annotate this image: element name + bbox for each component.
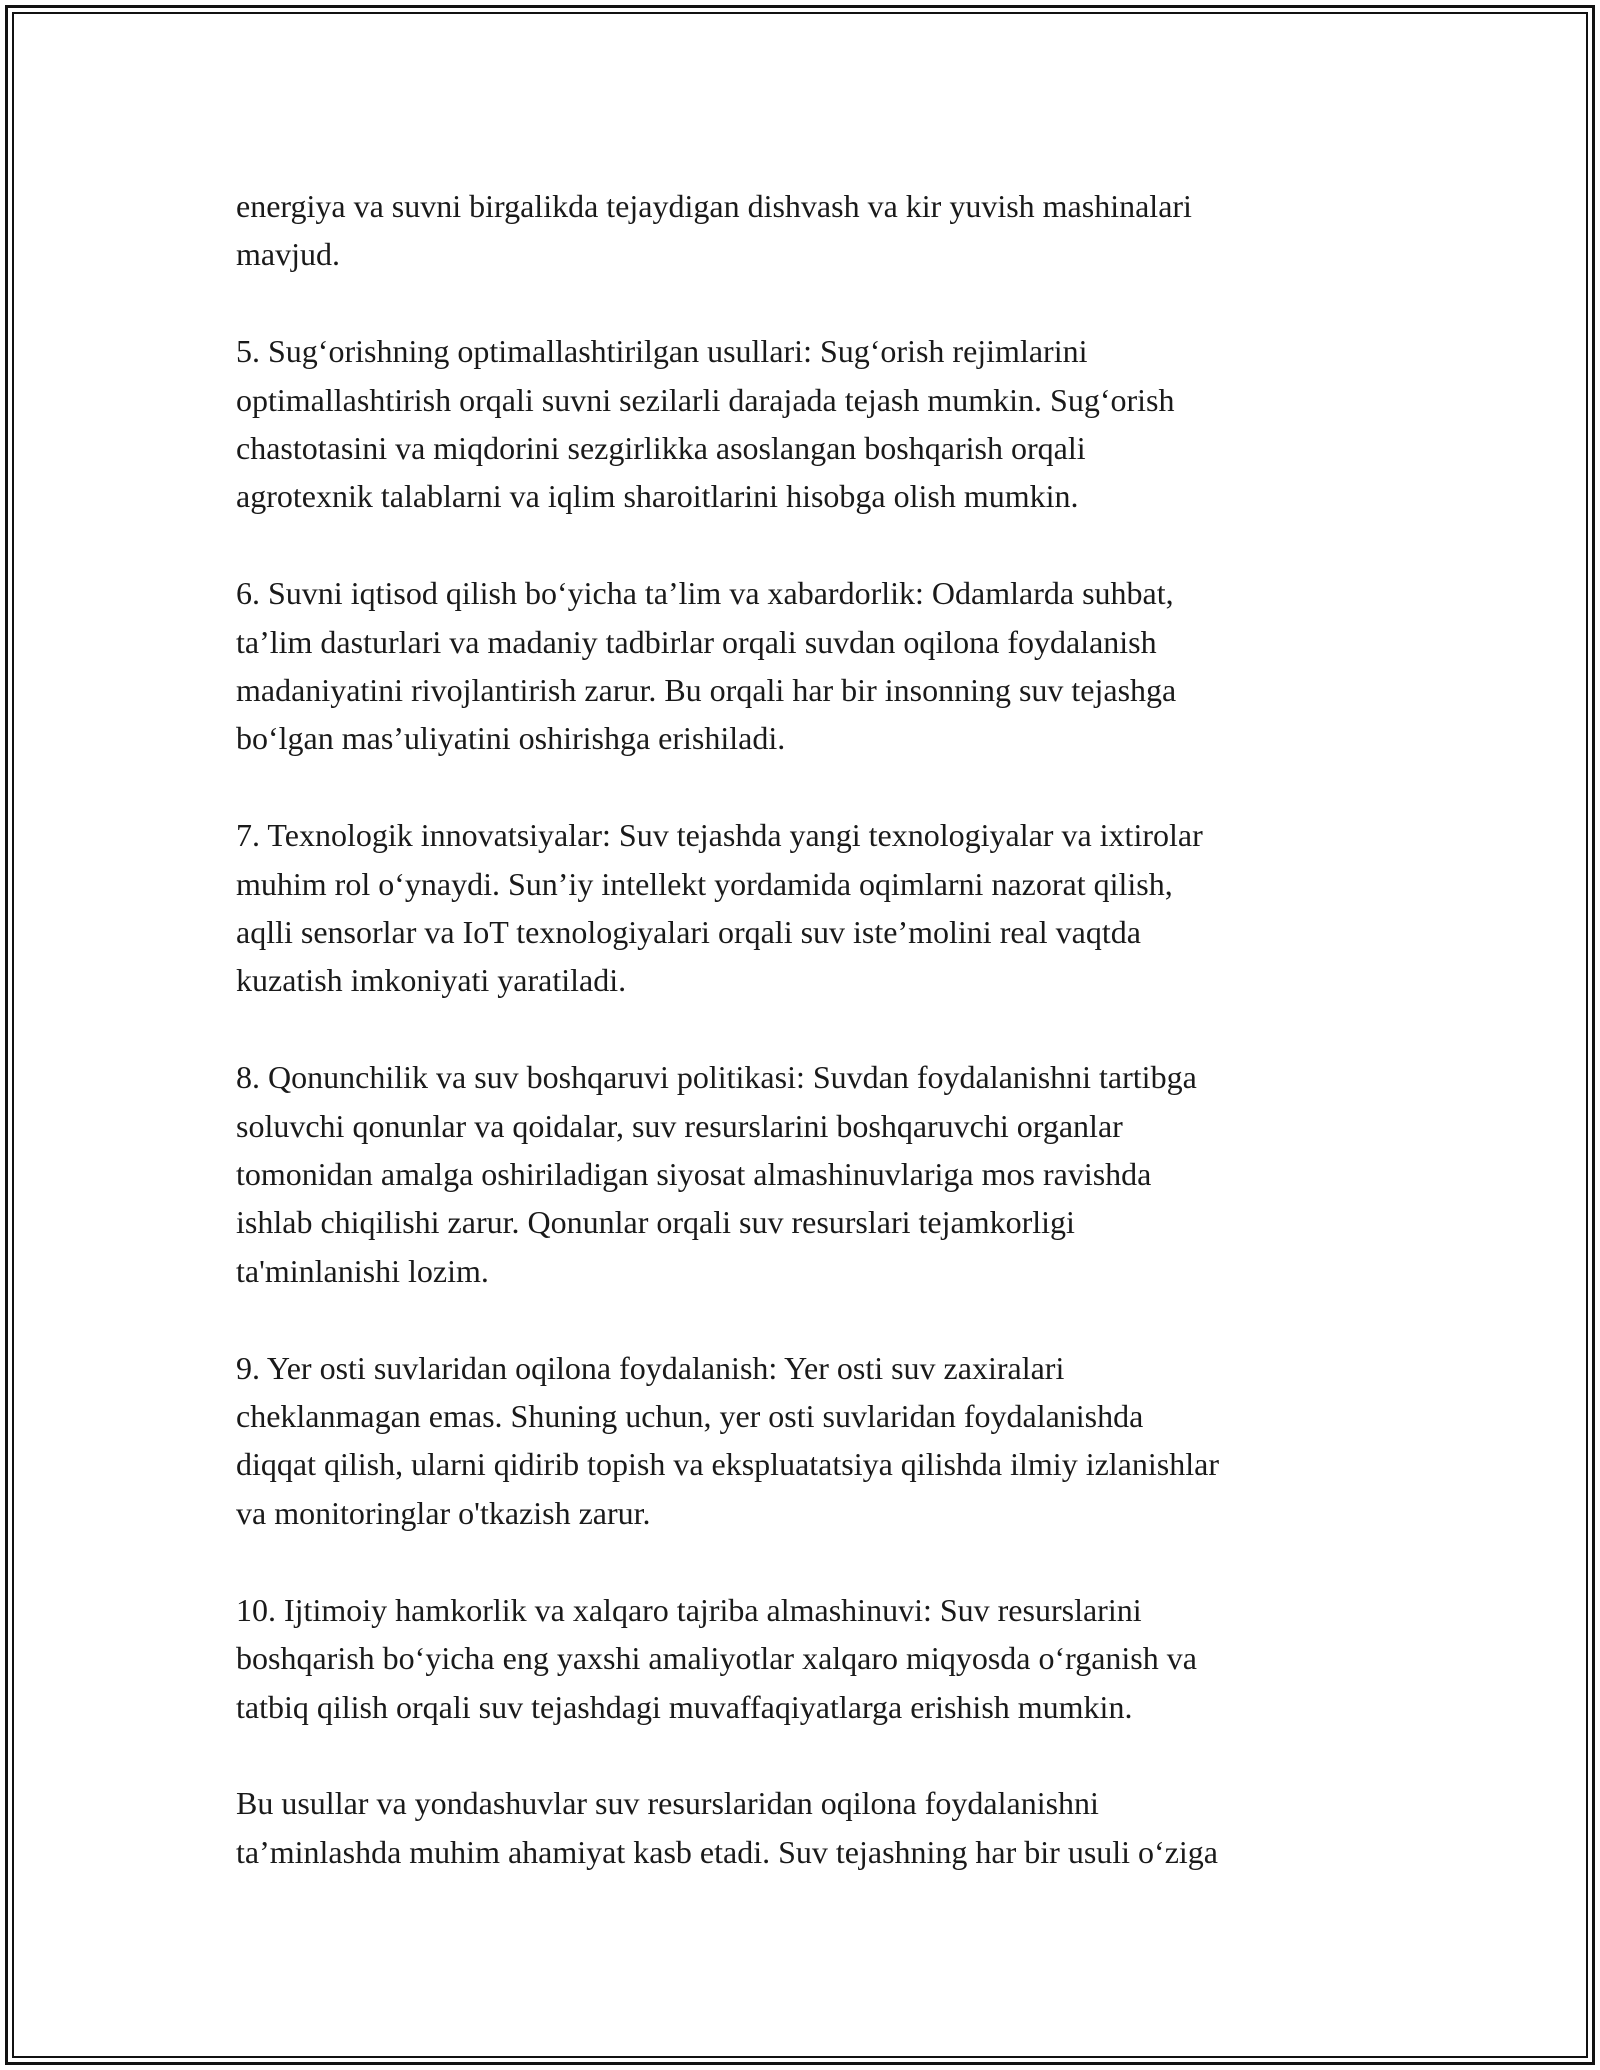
text-line: tatbiq qilish orqali suv tejashdagi muvaffaqiyatlarga erishish mumkin. [236,1688,1133,1725]
text-line: mavjud. [236,236,340,273]
paragraph-item-9 [236,1344,1366,1538]
text-line: va monitoringlar o'tkazish zarur. [236,1494,651,1531]
text-line: cheklanmagan emas. Shuning uchun, yer osti suvlaridan foydalanishda [236,1398,1144,1435]
text-line: optimallashtirish orqali suvni sezilarli darajada tejash mumkin. Sug‘orish [236,381,1175,418]
text-line: 8. Qonunchilik va suv boshqaruvi politikasi: Suvdan foydalanishni tartibga [236,1059,1197,1096]
text-line: agrotexnik talablarni va iqlim sharoitlarini hisobga olish mumkin. [236,478,1079,515]
text-line: soluvchi qonunlar va qoidalar, suv resurslarini boshqaruvchi organlar [236,1107,1123,1144]
text-line: madaniyatini rivojlantirish zarur. Bu orqali har bir insonning suv tejashga [236,672,1177,709]
paragraph-item-10 [236,1586,1366,1731]
text-line: diqqat qilish, ularni qidirib topish va ekspluatatsiya qilishda ilmiy izlanishlar [236,1446,1219,1483]
text-line: 9. Yer osti suvlaridan oqilona foydalanish: Yer osti suv zaxiralari [236,1349,1065,1386]
text-line: tomonidan amalga oshiriladigan siyosat almashinuvlariga mos ravishda [236,1156,1152,1193]
text-line: chastotasini va miqdorini sezgirlikka asoslangan boshqarish orqali [236,430,1086,467]
text-line: energiya va suvni birgalikda tejaydigan dishvash va kir yuvish mashinalari [236,188,1192,224]
text-line: boshqarish bo‘yicha eng yaxshi amaliyotlar xalqaro miqyosda o‘rganish va [236,1640,1197,1677]
text-line: 7. Texnologik innovatsiyalar: Suv tejashda yangi texnologiyalar va ixtirolar [236,817,1203,854]
text-line: bo‘lgan mas’uliyatini oshirishga erishiladi. [236,720,786,757]
paragraph-item-8 [236,1053,1366,1295]
paragraph-item-6 [236,569,1366,763]
text-line: kuzatish imkoniyati yaratiladi. [236,962,627,999]
text-line: muhim rol o‘ynaydi. Sun’iy intellekt yordamida oqimlarni nazorat qilish, [236,865,1173,902]
text-line: 6. Suvni iqtisod qilish bo‘yicha ta’lim va xabardorlik: Odamlarda suhbat, [236,575,1174,612]
text-line: 5. Sug‘orishning optimallashtirilgan usullari: Sug‘orish rejimlarini [236,333,1088,370]
paragraph-item-5 [236,327,1366,521]
paragraph-item-7 [236,811,1366,1005]
paragraph-intro-continuation [236,182,1366,279]
paragraph-conclusion [236,1779,1366,1876]
text-line: aqlli sensorlar va IoT texnologiyalari orqali suv iste’molini real vaqtda [236,914,1141,951]
text-line: ta'minlanishi lozim. [236,1252,489,1289]
text-line: ta’lim dasturlari va madaniy tadbirlar orqali suvdan oqilona foydalanish [236,623,1157,660]
text-line: ishlab chiqilishi zarur. Qonunlar orqali suv resurslari tejamkorligi [236,1204,1075,1241]
document-body [236,182,1366,1925]
text-line: 10. Ijtimoiy hamkorlik va xalqaro tajriba almashinuvi: Suv resurslarini [236,1591,1142,1628]
text-line: Bu usullar va yondashuvlar suv resurslaridan oqilona foydalanishni [236,1785,1099,1822]
text-line: ta’minlashda muhim ahamiyat kasb etadi. Suv tejashning har bir usuli o‘ziga [236,1833,1218,1870]
